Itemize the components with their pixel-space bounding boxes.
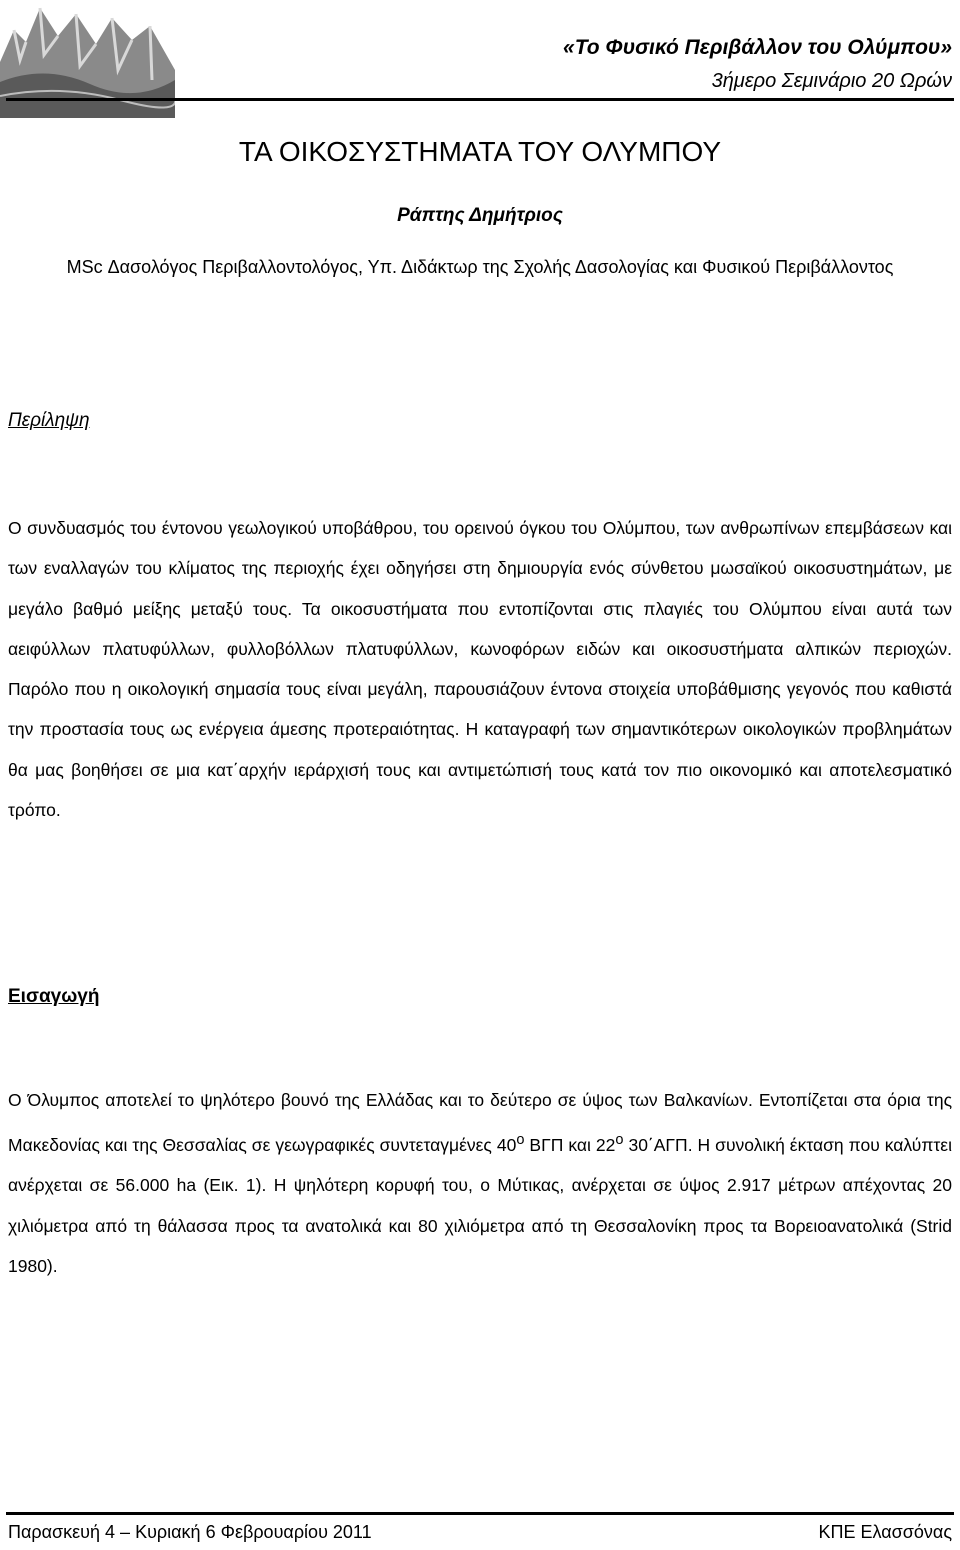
author-affiliation: MSc Δασολόγος Περιβαλλοντολόγος, Υπ. Διδάκτωρ της Σχολής Δασολογίας και Φυσικού Περιβάλλοντος [66,257,894,277]
introduction-heading: Εισαγωγή [8,986,100,1007]
intro-text-part: 30΄ΑΓΠ. Η συνολική έκταση που καλύπτει ανέρχεται σε 56.000 ha (Εικ. 1). Η ψηλότερη κορυφή του, ο Μύτικας, ανέρχεται σε ύψος 2.917 μέτρων απέχοντας 20 χιλιόμετρα από τη θάλασσα προς τα ανατολικά και 80 χιλιόμετρα από τη Θεσσαλονίκη προς τα Βορειοανατολικά (Strid 1980). [8,1135,952,1277]
intro-text-part: ΒΓΠ και 22 [524,1135,616,1156]
degree-superscript: ο [516,1132,525,1149]
header-subtitle: 3ήμερο Σεμινάριο 20 Ωρών [711,70,952,92]
intro-text-part: Ο Όλυμπος αποτελεί το ψηλότερο βουνό της Ελλάδας και το δεύτερο σε ύψος των Βαλκανίων. Εντοπίζεται στα όρια της Μακεδονίας και της Θεσσαλίας σε γεωγραφικές συντεταγμένες 40 [8,1090,952,1156]
introduction-paragraph [8,1080,952,1286]
degree-superscript: ο [615,1132,624,1149]
footer-dates: Παρασκευή 4 – Κυριακή 6 Φεβρουαρίου 2011 [8,1522,372,1542]
header-divider [6,98,954,101]
abstract-heading: Περίληψη [8,410,90,431]
footer-organization: ΚΠΕ Ελασσόνας [818,1522,952,1542]
document-title: ΤΑ ΟΙΚΟΣΥΣΤΗΜΑΤΑ ΤΟΥ ΟΛΥΜΠΟΥ [238,136,722,167]
header-title: «Το Φυσικό Περιβάλλον του Ολύμπου» [563,36,952,59]
abstract-paragraph: Ο συνδυασμός του έντονου γεωλογικού υποβάθρου, του ορεινού όγκου του Ολύμπου, των ανθρωπίνων επεμβάσεων και των εναλλαγών του κλίματος της περιοχής έχει οδηγήσει στη δημιουργία ενός σύνθετου μωσαϊκού οικοσυστημάτων, με μεγάλο βαθμό μείξης μεταξύ τους. Τα οικοσυστήματα που εντοπίζονται στις πλαγιές του Ολύμπου είναι αυτά των αειφύλλων πλατυφύλλων, φυλλοβόλλων πλατυφύλλων, κωνοφόρων ειδών και οικοσυστήματα αλπικών περιοχών. Παρόλο που η οικολογική σημασία τους είναι μεγάλη, παρουσιάζουν έντονα στοιχεία υποβάθμισης γεγονός που καθιστά την προστασία τους ως ενέργεια άμεσης προτεραιότητας. Η καταγραφή των σημαντικότερων οικολογικών προβλημάτων θα μας βοηθήσει σε μια κατ΄αρχήν ιεράρχισή τους και αντιμετώπισή τους κατά τον πιο οικονομικό και αποτελεσματικό τρόπο. [8,518,952,821]
author-name: Ράπτης Δημήτριος [397,205,563,226]
footer-divider [6,1512,954,1515]
